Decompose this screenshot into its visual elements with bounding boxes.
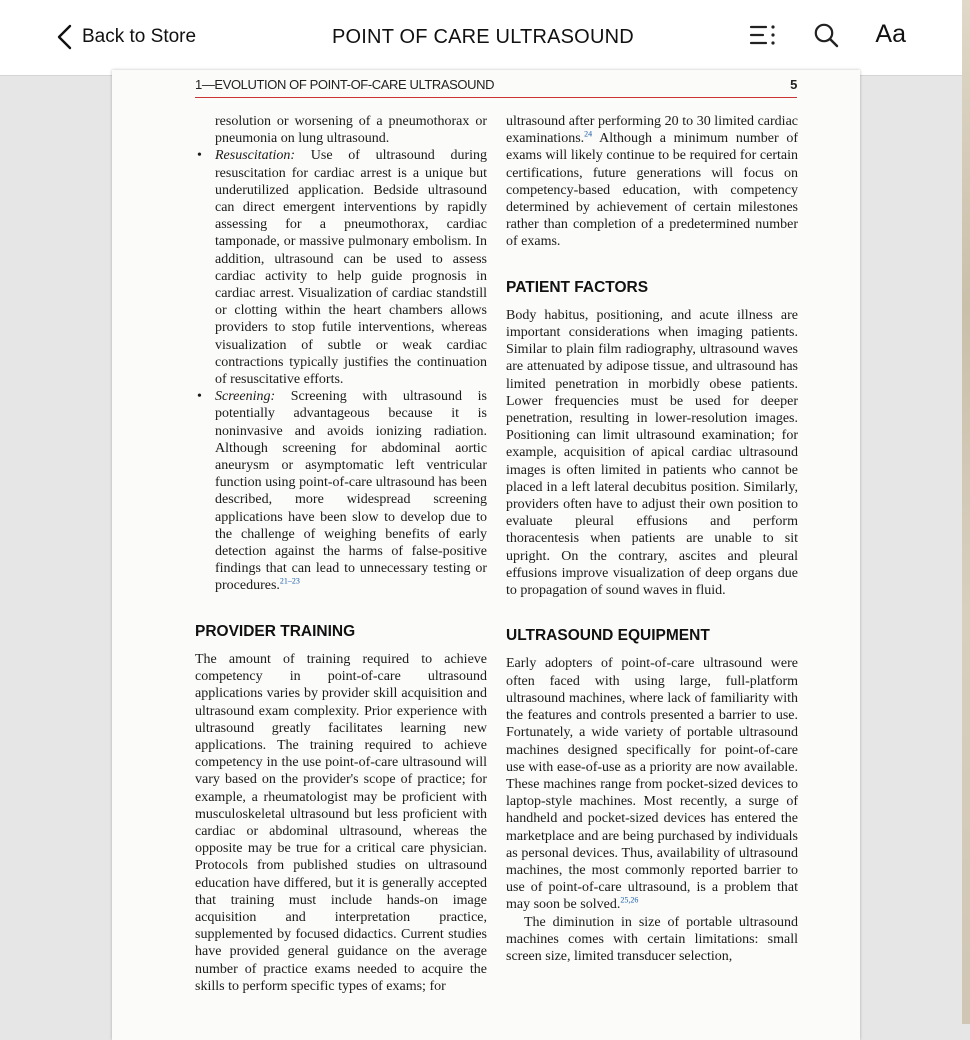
font-settings-button[interactable]: Aa [875, 20, 906, 48]
running-head [195, 77, 797, 98]
list-item-resuscitation [215, 147, 487, 388]
section-heading: ULTRASOUND EQUIPMENT [506, 627, 710, 645]
paragraph: The diminution in size of portable ultrasound machines comes with certain limitations: small screen size, limited transducer selection, [506, 914, 798, 964]
contents-list-icon [749, 22, 777, 48]
bullet-list [195, 147, 487, 594]
book-title: POINT OF CARE ULTRASOUND [332, 26, 634, 48]
back-label: Back to Store [82, 26, 197, 47]
bullet-term: Screening: [215, 389, 276, 405]
reference-link[interactable]: 21–23 [279, 576, 300, 586]
running-head-text: 1—EVOLUTION OF POINT-OF-CARE ULTRASOUND [195, 77, 495, 92]
section-heading: PATIENT FACTORS [506, 278, 649, 296]
paragraph: The amount of training required to achieve competency in point-of-care ultrasound applications varies by provider skill acquisition and ultrasound exam complexity. Prior experience with ultrasound greatly facilitates learning new applications. The training required to achieve competency in the use point-of-care ultrasound will vary based on the provider's scope of practice; for example, a rheumatologist may be proficient with musculoskeletal ultrasound but less proficient with cardiac or abdominal ultrasound, whereas the opposite may be true for a critical care physician. Protocols from published studies on ultrasound education have differed, but it is generally accepted that training must include hands-on image acquisition and interpretation practice, supplemented by focused didactics. Current studies have provided general guidance on the average number of practice exams needed to acquire the skills to perform specific types of exams; for [195, 651, 487, 994]
paragraph-text: ultrasound after performing 20 to 30 limited cardiac examinations. [506, 114, 798, 147]
bullet-text: Screening with ultrasound is potentially advantageous because it is noninvasive and avoids ionizing radiation. Although screening for abdominal aortic aneurysm or asymptomatic left ventricular function using point-of-care ultrasound has been described, more widespread screening applications have been slow to develop due to the challenge of weighing benefits of early detection against the harms of false-positive findings that can lead to unnecessary testing or procedures. [215, 389, 487, 594]
right-column [506, 113, 798, 965]
chevron-left-icon [56, 24, 74, 50]
bullet-text: Use of ultrasound during resuscitation for cardiac arrest is a unique but underutilized application. Bedside ultrasound can direct emergent interventions by rapidly assessing for a pneumothorax, cardiac tamponade, or massive pulmonary embolism. In addition, ultrasound can be used to assess cardiac activity to help guide prognosis in cardiac arrest. Visualization of cardiac standstill or clotting within the heart chambers allows providers to stop futile interventions, whereas visualization of subtle or weak cardiac contractions typically justifies the continuation of resuscitative efforts. [215, 148, 487, 388]
paragraph [506, 655, 798, 913]
list-item-screening [215, 388, 487, 594]
paragraph [506, 113, 798, 251]
paragraph: Body habitus, positioning, and acute illness are important considerations when imaging patients. Similar to plain film radiography, ultrasound waves are attenuated by adipose tissue, and ultrasound has limited penetration in morbidly obese patients. Lower frequencies must be used for deeper penetration, resulting in lower-resolution images. Positioning can limit ultrasound examination; for example, acquisition of apical cardiac ultrasound images is often limited in patients who cannot be placed in a left lateral decubitus position. Similarly, providers often have to adjust their own position to evaluate pleural effusions and perform thoracentesis when patients are unable to sit upright. On the contrary, ascites and pleural effusions improve visualization of deep organs due to propagation of sound waves in fluid. [506, 307, 798, 599]
section-heading: PROVIDER TRAINING [195, 622, 356, 640]
bullet-term: Resuscitation: [215, 148, 296, 164]
table-of-contents-button[interactable] [749, 22, 777, 48]
adjacent-page-edge [962, 0, 970, 1024]
back-to-store-button[interactable] [56, 24, 196, 50]
paragraph: resolution or worsening of a pneumothorax or pneumonia on lung ultrasound. [215, 114, 487, 147]
reader-toolbar [0, 0, 962, 76]
search-button[interactable] [813, 22, 839, 48]
left-column [195, 113, 487, 995]
paragraph-text: Although a minimum number of exams will likely continue to be required for certain certifications, future generations will focus on competency-based education, with competency determined by achievement of certain milestones rather than completion of a predetermined number of exams. [506, 131, 798, 250]
page-number: 5 [790, 77, 797, 92]
reference-link[interactable]: 24 [584, 129, 593, 139]
paragraph-text: Early adopters of point-of-care ultrasound were often faced with using large, full-platform ultrasound machines, where lack of familiarity with the features and controls presented a barrier to use. Fortunately, a wide variety of portable ultrasound machines designed specifically for point-of-care use with ease-of-use as a priority are now available. These machines range from pocket-sized devices to laptop-style machines. Most recently, a surge of handheld and pocket-sized devices has entered the marketplace and are being purchased by individuals as personal devices. Thus, availability of ultrasound machines, the most commonly reported barrier to use of point-of-care ultrasound, is a problem that may soon be solved. [506, 656, 798, 913]
reference-link[interactable]: 25,26 [620, 895, 639, 905]
book-page [112, 70, 860, 1040]
search-icon [813, 22, 839, 48]
